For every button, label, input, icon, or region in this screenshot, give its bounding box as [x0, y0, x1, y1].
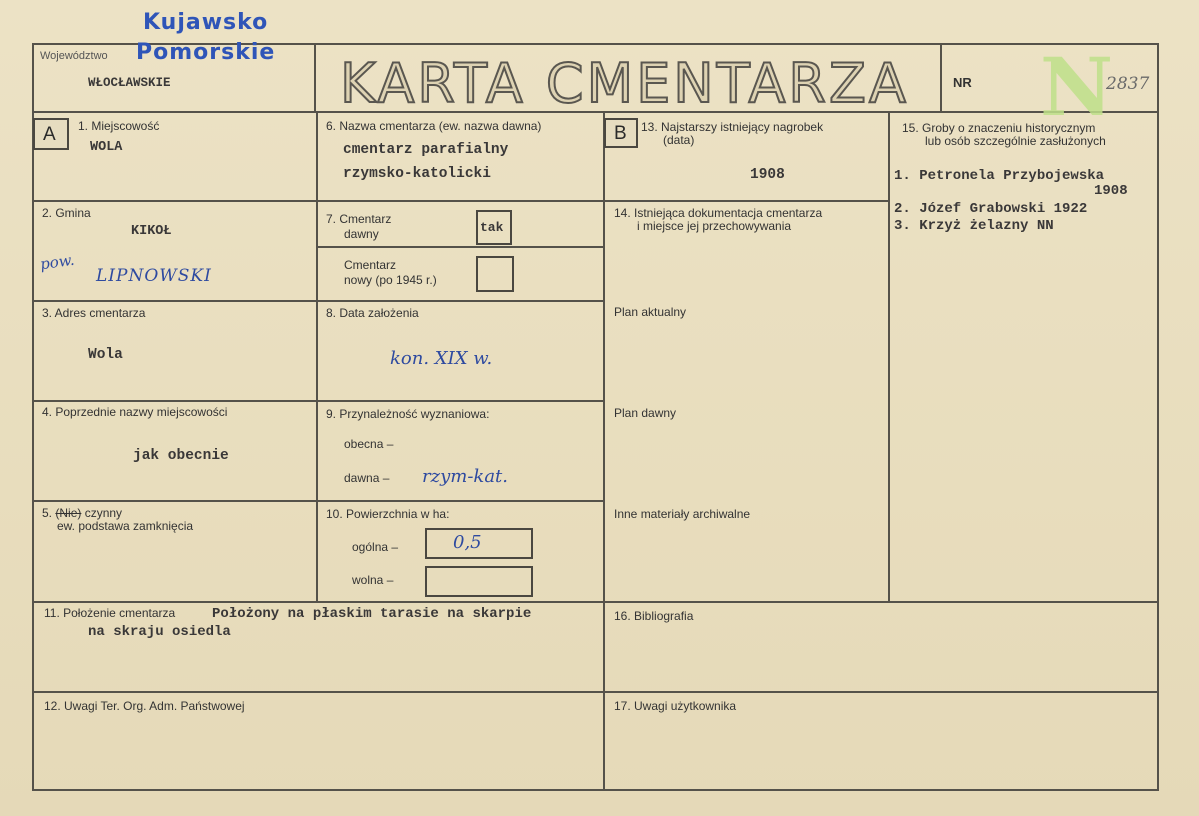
field-12-label: 12. Uwagi Ter. Org. Adm. Państwowej	[44, 699, 245, 713]
field-6-value-line1: cmentarz parafialny	[343, 142, 509, 158]
field-1-value: WOLA	[90, 140, 123, 155]
field-15-item-1-year: 1908	[1094, 183, 1128, 199]
row-line-1	[32, 200, 604, 202]
field-14-plan-current: Plan aktualny	[614, 305, 687, 319]
field-14-label-line2: i miejsce jej przechowywania	[637, 219, 792, 233]
row-line-2	[32, 300, 604, 302]
row-line-7	[316, 246, 604, 248]
col-divider-1	[316, 111, 318, 602]
frame-bottom	[32, 789, 1159, 791]
field-10-total-box: 0,5	[425, 528, 533, 559]
field-14-other: Inne materiały archiwalne	[614, 507, 751, 521]
row-line-6	[32, 691, 1159, 693]
field-13-value: 1908	[750, 167, 785, 183]
field-6-value-line2: rzymsko-katolicki	[343, 166, 491, 182]
field-7-label-line1: 7. Cmentarz	[326, 212, 392, 226]
field-3-value: Wola	[88, 347, 123, 363]
header-col2	[940, 43, 942, 112]
voivodeship-typed: WŁOCŁAWSKIE	[88, 76, 171, 90]
section-a-badge: A	[33, 118, 69, 150]
field-8-value: kon. XIX w.	[390, 348, 493, 369]
field-14-label-line1: 14. Istniejąca dokumentacja cmentarza	[614, 206, 823, 220]
nr-stamp: N	[1040, 40, 1114, 134]
field-9-label: 9. Przynależność wyznaniowa:	[326, 407, 490, 421]
field-10-total-label: ogólna –	[352, 540, 399, 554]
field-2-label: 2. Gmina	[42, 206, 91, 220]
field-5-label-line2: ew. podstawa zamknięcia	[57, 519, 194, 533]
field-7-label-line2: dawny	[344, 227, 379, 241]
field-11-value-line1: Położony na płaskim tarasie na skarpie	[212, 606, 532, 622]
field-8-label: 8. Data założenia	[326, 306, 419, 320]
row-line-b	[603, 200, 889, 202]
header-col1	[314, 43, 316, 112]
nr-label: NR	[953, 75, 972, 90]
voivodeship-stamp-line1: Kujawsko	[143, 10, 269, 35]
field-15-label-line2: lub osób szczególnie zasłużonych	[925, 134, 1106, 148]
section-b-badge: B	[604, 118, 638, 148]
field-15-label-line1: 15. Groby o znaczeniu historycznym	[902, 121, 1096, 135]
col-divider-3	[888, 111, 890, 602]
field-11-value-line2: na skraju osiedla	[88, 624, 231, 640]
field-5-label: 5. (Nie) czynny	[42, 506, 123, 520]
field-17-label: 17. Uwagi użytkownika	[614, 699, 737, 713]
field-4-label: 4. Poprzednie nazwy miejscowości	[42, 405, 228, 419]
field-9-former-label: dawna –	[344, 471, 390, 485]
field-15-item-2: 2. Józef Grabowski 1922	[894, 201, 1088, 217]
col-divider-2	[603, 111, 605, 791]
row-line-4	[32, 500, 604, 502]
field-3-label: 3. Adres cmentarza	[42, 306, 146, 320]
row-line-3	[32, 400, 604, 402]
field-7b-label-line2: nowy (po 1945 r.)	[344, 273, 437, 287]
card-title: KARTA CMENTARZA	[340, 52, 909, 115]
field-10-free-box	[425, 566, 533, 597]
field-2-pow-label: pow.	[38, 250, 76, 274]
field-9-former-value: rzym-kat.	[422, 466, 509, 487]
nr-value: 2837	[1106, 74, 1150, 94]
row-line-5	[32, 601, 1159, 603]
field-10-label: 10. Powierzchnia w ha:	[326, 507, 450, 521]
field-10-free-label: wolna –	[352, 573, 394, 587]
field-6-label: 6. Nazwa cmentarza (ew. nazwa dawna)	[326, 119, 542, 133]
field-4-value: jak obecnie	[133, 448, 229, 464]
field-7b-label-line1: Cmentarz	[344, 258, 397, 272]
field-7-checkbox-new	[476, 256, 514, 292]
voivodeship-stamp-line2: Pomorskie	[136, 40, 276, 65]
field-2-value: KIKOŁ	[131, 224, 172, 239]
field-15-item-1: 1. Petronela Przybojewska	[894, 168, 1105, 184]
field-13-label-line1: 13. Najstarszy istniejący nagrobek	[641, 120, 824, 134]
field-9-current-label: obecna –	[344, 437, 394, 451]
field-2-pow-value: LIPNOWSKI	[96, 266, 212, 286]
voivodeship-label: Województwo	[40, 50, 108, 62]
field-13-label-line2: (data)	[663, 133, 695, 147]
field-14-plan-former: Plan dawny	[614, 406, 677, 420]
field-7-checkbox-old: tak	[476, 210, 512, 245]
field-11-label: 11. Położenie cmentarza	[44, 606, 176, 620]
frame-left	[32, 43, 34, 791]
frame-right	[1157, 43, 1159, 791]
field-15-item-3: 3. Krzyż żelazny NN	[894, 218, 1054, 234]
field-1-label: 1. Miejscowość	[78, 119, 160, 133]
field-16-label: 16. Bibliografia	[614, 609, 694, 623]
